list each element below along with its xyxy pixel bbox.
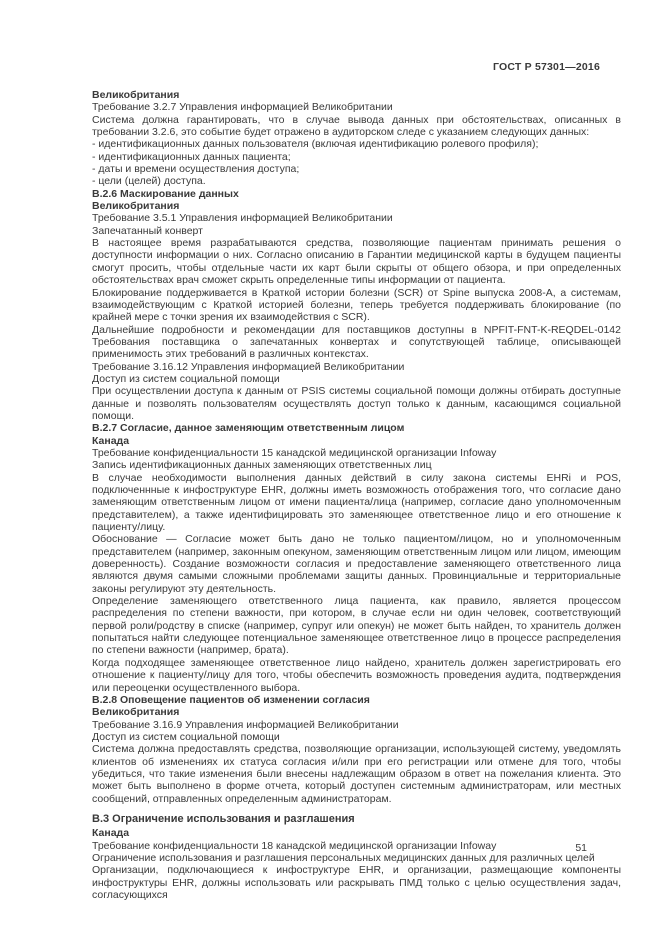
list-item: - цели (целей) доступа.: [92, 175, 206, 188]
list-item: - даты и времени осуществления доступа;: [92, 163, 300, 176]
paragraph: Требование 3.16.12 Управления информацией Великобритании: [92, 360, 405, 373]
section-heading: В.3 Ограничение использования и разглашения: [92, 812, 355, 825]
paragraph: Запись идентификационных данных заменяющих ответственных лиц: [92, 459, 432, 472]
paragraph: Требование конфиденциальности 15 канадской медицинской организации Infoway: [92, 446, 497, 459]
paragraph: Доступ из систем социальной помощи: [92, 730, 280, 743]
paragraph: Дальнейшие подробности и рекомендации для поставщиков доступны в NPFIT-FNT-K-REQDEL-0142 Требования поставщика о запечатанных конвертах и сопутствующей таблице, описывающей применимость этих требований в различных контекстах.: [92, 323, 621, 361]
bold-heading: Канада: [92, 827, 130, 840]
paragraph: Требование 3.2.7 Управления информацией Великобритании: [92, 101, 393, 114]
paragraph: Система должна предоставлять средства, позволяющие организации, использующей систему, уведомлять клиентов об изменениях их статуса согласия и/или при его регистрации или отмене для того, чтобы убедиться, что такие изменения были внесены надлежащим образом в ответ на пожелания клиента. Это может быть выполнено в форме отчета, который доступен системным администраторам, или местных сообщений, отправленных определенным администраторам.: [92, 743, 621, 805]
bold-heading: Великобритания: [92, 706, 180, 719]
paragraph: Определение заменяющего ответственного лица пациента, как правило, является процессом распределения по степени важности, при котором, в случае если ни один человек, соответствующий первой роли/родству в списке (например, супруг или опекун) не может быть найден, то хранитель должен попытаться найти следующее потенциальное заменяющее ответственное лицо в процессе распределения по степени важности (например, брата).: [92, 595, 621, 657]
paragraph: Требование 3.5.1 Управления информацией Великобритании: [92, 212, 393, 225]
page-header: [92, 61, 600, 73]
paragraph: Требование 3.16.9 Управления информацией Великобритании: [92, 718, 399, 731]
paragraph: Ограничение использования и разглашения персональных медицинских данных для различных целей: [92, 851, 595, 864]
paragraph: Доступ из систем социальной помощи: [92, 372, 280, 385]
bold-heading: В.2.7 Согласие, данное заменяющим ответственным лицом: [92, 422, 405, 435]
list-item: - идентификационных данных пациента;: [92, 150, 291, 163]
bold-heading: В.2.6 Маскирование данных: [92, 187, 239, 200]
paragraph: Запечатанный конверт: [92, 224, 203, 237]
document-code: ГОСТ Р 57301—2016: [492, 61, 600, 73]
paragraph: В случае необходимости выполнения данных действий в силу закона системы EHRi и POS, подключеннные к инфоструктуре EHR, должны иметь возможность отображения того, что согласие дано заменяющим ответственным лицом от имени пациента/лица (например, согласие дано уполномоченным представителем), а также идентифицировать это заменяющее ответственное лицо и его отношение к пациенту/лицу.: [92, 471, 621, 534]
paragraph: Требование конфиденциальности 18 канадской медицинской организации Infoway: [92, 839, 497, 852]
paragraph: Блокирование поддерживается в Краткой истории болезни (SCR) от Spine выпуска 2008-А, а системам, взаимодействующим с Краткой историей болезни, теперь требуется поддерживать блокирование (по крайней мере с точки зрения их взаимодействия с SCR).: [92, 286, 621, 324]
list-item: - идентификационных данных пользователя (включая идентификацию ролевого профиля);: [92, 138, 539, 151]
paragraph: Система должна гарантировать, что в случае вывода данных при обстоятельствах, описанных в требовании 3.2.6, это событие будет отражено в аудиторском следе с указанием следующих данных:: [92, 113, 621, 139]
document-body: [92, 89, 621, 901]
bold-heading: В.2.8 Оповещение пациентов об изменении согласия: [92, 693, 370, 706]
paragraph: Обоснование — Согласие может быть дано не только пациентом/лицом, но и уполномоченным представителем (например, законным опекуном, заменяющим ответственным лицом или лицом, имеющим доверенность). Создание возможности согласия и предоставление заменяющего ответственного лица являются двумя самыми сложными проблемами защиты данных. Провинциальные и территориальные законы регулируют эту деятельность.: [92, 533, 621, 595]
paragraph: Когда подходящее заменяющее ответственное лицо найдено, хранитель должен зарегистрировать его отношение к пациенту/лицу для того, чтобы обеспечить возможность проведения аудита, подтверждения или переоценки осуществленного выбора.: [92, 656, 621, 694]
paragraph: Организации, подключающиеся к инфоструктуре EHR, и организации, размещающие компоненты инфоструктуры EHR, должны использовать или раскрывать ПМД только с целью осуществления задач, согласующихся: [92, 864, 621, 901]
paragraph: При осуществлении доступа к данным от PSIS системы социальной помощи должны отбирать доступные данные и позволять пользователям осуществлять доступ только к данным, касающимся социальной помощи.: [92, 385, 621, 422]
page-footer: [92, 842, 587, 854]
bold-heading: Великобритания: [92, 200, 180, 213]
page-number: 51: [575, 842, 587, 854]
paragraph: В настоящее время разрабатываются средства, позволяющие пациентам принимать решения о доступности информации о них. Согласно описанию в Гарантии медицинской карты в будущем пациенты смогут просить, чтобы отдельные части их карт были скрыты от общего обзора, и при определенных обстоятельствах врач сможет скрыть определенные типы информации от пациента.: [92, 237, 621, 287]
bold-heading: Великобритания: [92, 89, 180, 101]
bold-heading: Канада: [92, 434, 130, 447]
